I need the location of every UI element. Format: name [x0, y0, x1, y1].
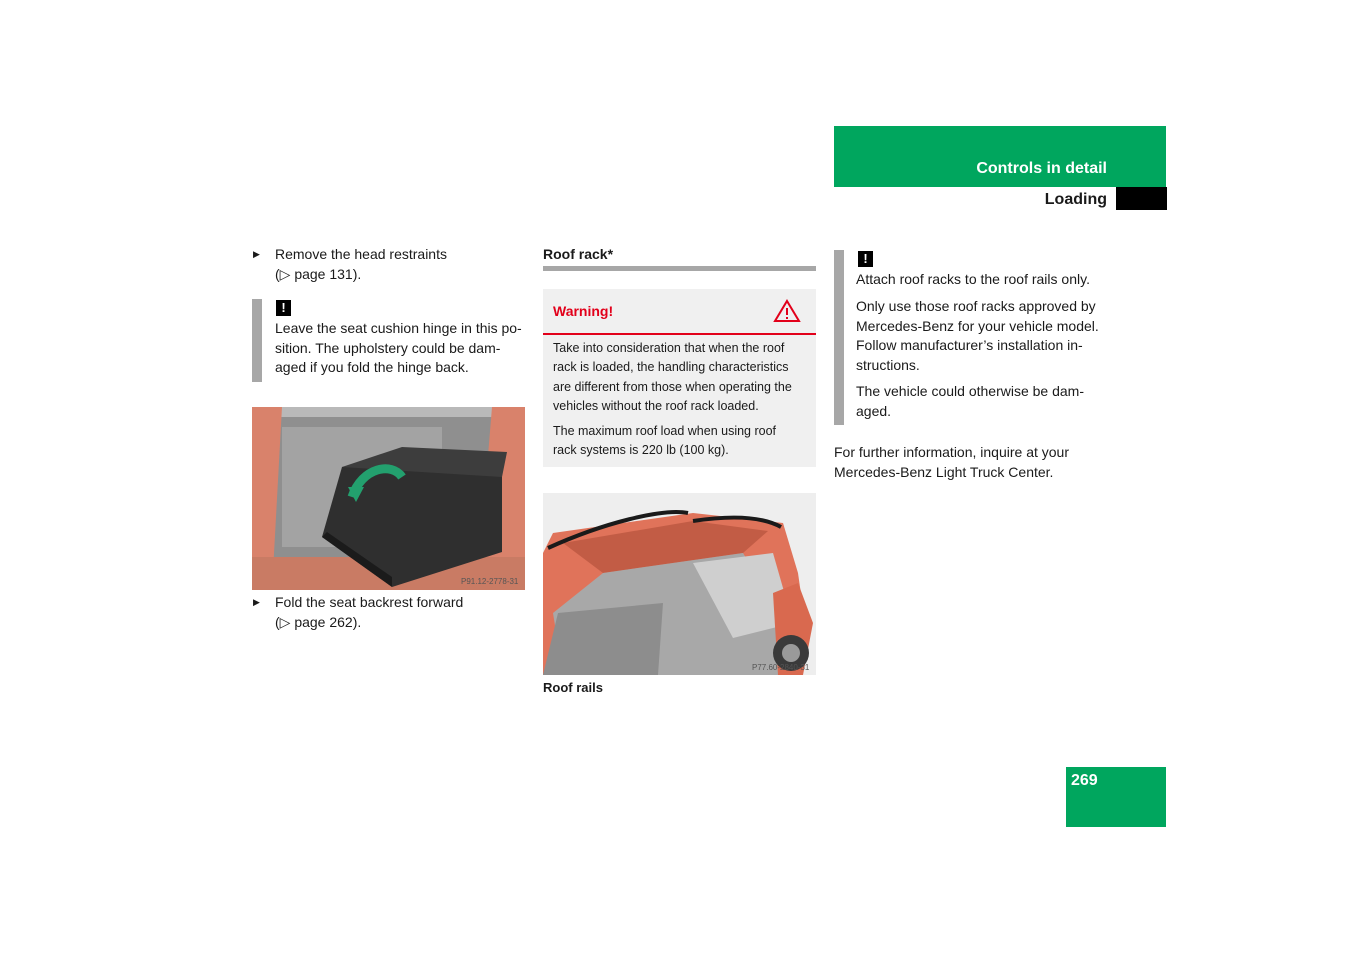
roof-rails-image [543, 493, 816, 675]
bullet-icon: ▶ [253, 597, 260, 607]
exclamation-icon: ! [858, 251, 873, 267]
step-fold-backrest [275, 593, 463, 632]
page-reference-link[interactable]: (▷ page 131). [275, 265, 362, 282]
warning-line: rack is loaded, the handling characteristics [553, 360, 789, 375]
warning-line: Take into consideration that when the roof [553, 341, 785, 355]
image-code: P77.60-2840-31 [752, 663, 810, 672]
notice-icon [858, 250, 873, 268]
notice-line: The vehicle could otherwise be dam- [856, 383, 1085, 399]
warning-line: are different from those when operating the [553, 379, 792, 394]
exclamation-icon: ! [276, 300, 291, 316]
seat-illustration [252, 407, 525, 590]
heading-rule [543, 266, 816, 271]
warning-line: The maximum roof load when using roof [553, 424, 777, 438]
info-line: For further information, inquire at your [834, 444, 1069, 460]
info-line: Mercedes-Benz Light Truck Center. [834, 463, 1054, 480]
warning-triangle-icon [773, 299, 801, 328]
notice-line: Follow manufacturer’s installation in- [856, 337, 1083, 353]
info-paragraph [834, 443, 1069, 482]
warning-line: rack systems is 220 lb (100 kg). [553, 443, 729, 458]
step-text: Fold the seat backrest forward [275, 594, 464, 610]
notice-bar [834, 250, 844, 425]
notice-line: Only use those roof racks approved by [856, 298, 1096, 314]
subsection-title: Loading [1044, 191, 1107, 208]
notice-line: aged if you fold the hinge back. [275, 359, 469, 375]
notice-paragraph-3 [856, 382, 1084, 421]
notice-line: aged. [856, 402, 892, 419]
warning-paragraph-1 [553, 339, 792, 416]
notice-line: Mercedes-Benz for your vehicle model. [856, 317, 1099, 334]
warning-line: vehicles without the roof rack loaded. [553, 398, 759, 413]
step-text: Remove the head restraints [275, 246, 447, 262]
notice-bar [252, 299, 262, 382]
notice-line: sition. The upholstery could be dam- [275, 339, 501, 356]
section-title: Controls in detail [976, 160, 1107, 177]
notice-line: Leave the seat cushion hinge in this po- [275, 320, 522, 336]
seat-fold-image [252, 407, 525, 590]
image-caption: Roof rails [543, 680, 603, 695]
page-reference-link[interactable]: (▷ page 262). [275, 613, 362, 630]
notice-icon [276, 299, 291, 317]
notice-line: structions. [856, 356, 920, 373]
warning-divider [543, 333, 816, 335]
warning-paragraph-2 [553, 422, 776, 461]
car-illustration [543, 493, 816, 675]
roof-rack-heading: Roof rack* [543, 246, 614, 262]
notice-paragraph-2 [856, 297, 1099, 375]
notice-paragraph-1: Attach roof racks to the roof rails only. [856, 271, 1090, 287]
subsection-marker [1116, 187, 1167, 210]
bullet-icon: ▶ [253, 249, 260, 259]
step-remove-head-restraints [275, 245, 447, 284]
page-number: 269 [1071, 772, 1098, 789]
warning-title: Warning! [553, 303, 614, 319]
image-code: P91.12-2778-31 [461, 577, 519, 586]
notice-text [275, 319, 522, 378]
